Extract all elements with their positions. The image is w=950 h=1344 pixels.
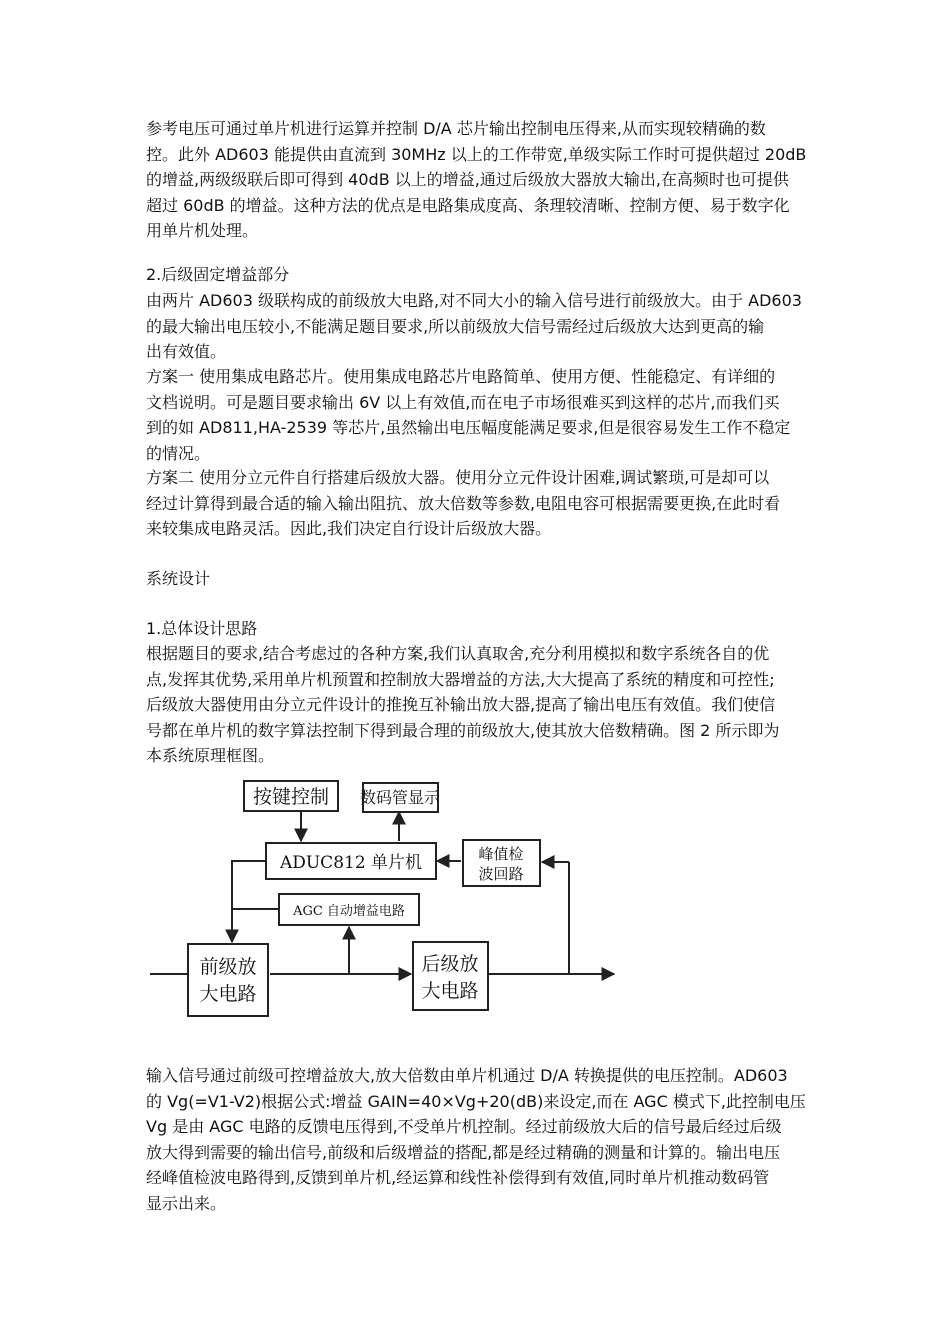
text-line: 输入信号通过前级可控增益放大,放大倍数由单片机通过 D/A 转换提供的电压控制。AD603 xyxy=(146,1066,788,1085)
svg-text:大电路: 大电路 xyxy=(199,983,257,1005)
peak-detect-block xyxy=(463,840,540,886)
svg-text:数码管显示: 数码管显示 xyxy=(359,788,441,807)
svg-text:按键控制: 按键控制 xyxy=(252,786,330,808)
digital-display-block xyxy=(360,783,441,812)
paragraph-overall-design xyxy=(146,641,816,769)
svg-text:波回路: 波回路 xyxy=(478,865,524,883)
heading-overall-design: 1.总体设计思路 xyxy=(146,619,258,638)
paragraph-preamp xyxy=(146,288,816,365)
text-line: 后级放大器使用由分立元件设计的推挽互补输出放大器,提高了输出电压有效值。我们使信 xyxy=(146,695,776,714)
text-line: 来较集成电路灵活。因此,我们决定自行设计后级放大器。 xyxy=(146,519,552,538)
mcu-block xyxy=(266,843,436,879)
text-line: 方案一 使用集成电路芯片。使用集成电路芯片电路简单、使用方便、性能稳定、有详细的 xyxy=(146,367,776,386)
text-line: 用单片机处理。 xyxy=(146,221,259,240)
mcu-to-preamp-wire xyxy=(232,861,266,942)
text-line: 控。此外 AD603 能提供由直流到 30MHz 以上的工作带宽,单级实际工作时可提供超过 20dB xyxy=(146,144,807,164)
text-line: 出有效值。 xyxy=(146,342,227,361)
text-line: 经峰值检波电路得到,反馈到单片机,经运算和线性补偿得到有效值,同时单片机推动数码管 xyxy=(146,1168,770,1187)
svg-text:峰值检: 峰值检 xyxy=(478,845,524,863)
text-line: 超过 60dB 的增益。这种方法的优点是电路集成度高、条理较清晰、控制方便、易于数字化 xyxy=(146,195,790,215)
heading-system-design: 系统设计 xyxy=(146,569,211,588)
paragraph-scheme-one xyxy=(146,364,816,466)
svg-text:AGC 自动增益电路: AGC 自动增益电路 xyxy=(293,904,405,919)
text-line: 方案二 使用分立元件自行搭建后级放大器。使用分立元件设计困难,调试繁琐,可是却可以 xyxy=(146,468,770,487)
text-line: 号都在单片机的数字算法控制下得到最合理的前级放大,使其放大倍数精确。图 2 所示即为 xyxy=(146,720,780,740)
postamp-block xyxy=(413,942,488,1010)
text-line: 到的如 AD811,HA-2539 等芯片,虽然输出电压幅度能满足要求,但是很容易发生工作不稳定 xyxy=(146,418,791,437)
text-line: 经过计算得到最合适的输入输出阻抗、放大倍数等参数,电阻电容可根据需要更换,在此时看 xyxy=(146,493,781,513)
svg-text:后级放: 后级放 xyxy=(421,953,479,975)
paragraph-scheme-two xyxy=(146,465,816,542)
text-line: 的情况。 xyxy=(146,443,211,463)
text-line: 点,发挥其优势,采用单片机预置和控制放大器增益的方法,大大提高了系统的精度和可控性; xyxy=(146,669,775,689)
text-line: Vg 是由 AGC 电路的反馈电压得到,不受单片机控制。经过前级放大后的信号最后经过后级 xyxy=(146,1117,782,1136)
text-line: 的 Vg(=V1-V2)根据公式:增益 GAIN=40×Vg+20(dB)来设定,而在 AGC 模式下,此控制电压 xyxy=(146,1091,806,1111)
text-line: 的最大输出电压较小,不能满足题目要求,所以前级放大信号需经过后级放大达到更高的输 xyxy=(146,316,765,336)
text-line: 根据题目的要求,结合考虑过的各种方案,我们认真取舍,充分利用模拟和数字系统各自的优 xyxy=(146,644,770,663)
text-line: 由两片 AD603 级联构成的前级放大电路,对不同大小的输入信号进行前级放大。由于 AD603 xyxy=(146,291,802,310)
text-line: 的增益,两级级联后即可得到 40dB 以上的增益,通过后级放大器放大输出,在高频时也可提供 xyxy=(146,170,789,189)
svg-text:大电路: 大电路 xyxy=(421,980,479,1002)
heading-fixed-gain: 2.后级固定增益部分 xyxy=(146,265,290,284)
system-block-diagram xyxy=(146,770,626,1020)
preamp-block xyxy=(188,944,268,1016)
paragraph-signal-flow xyxy=(146,1063,816,1216)
svg-text:ADUC812 单片机: ADUC812 单片机 xyxy=(279,853,423,873)
text-line: 本系统原理框图。 xyxy=(146,746,275,765)
text-line: 参考电压可通过单片机进行运算并控制 D/A 芯片输出控制电压得来,从而实现较精确的数 xyxy=(146,119,766,138)
paragraph-reference-voltage xyxy=(146,116,816,244)
svg-text:前级放: 前级放 xyxy=(199,956,257,978)
key-control-block xyxy=(244,781,338,811)
text-line: 放大得到需要的输出信号,前级和后级增益的搭配,都是经过精确的测量和计算的。输出电压 xyxy=(146,1142,781,1162)
text-line: 显示出来。 xyxy=(146,1193,227,1213)
text-line: 文档说明。可是题目要求输出 6V 以上有效值,而在电子市场很难买到这样的芯片,而我们买 xyxy=(146,392,780,412)
agc-block xyxy=(279,894,419,925)
